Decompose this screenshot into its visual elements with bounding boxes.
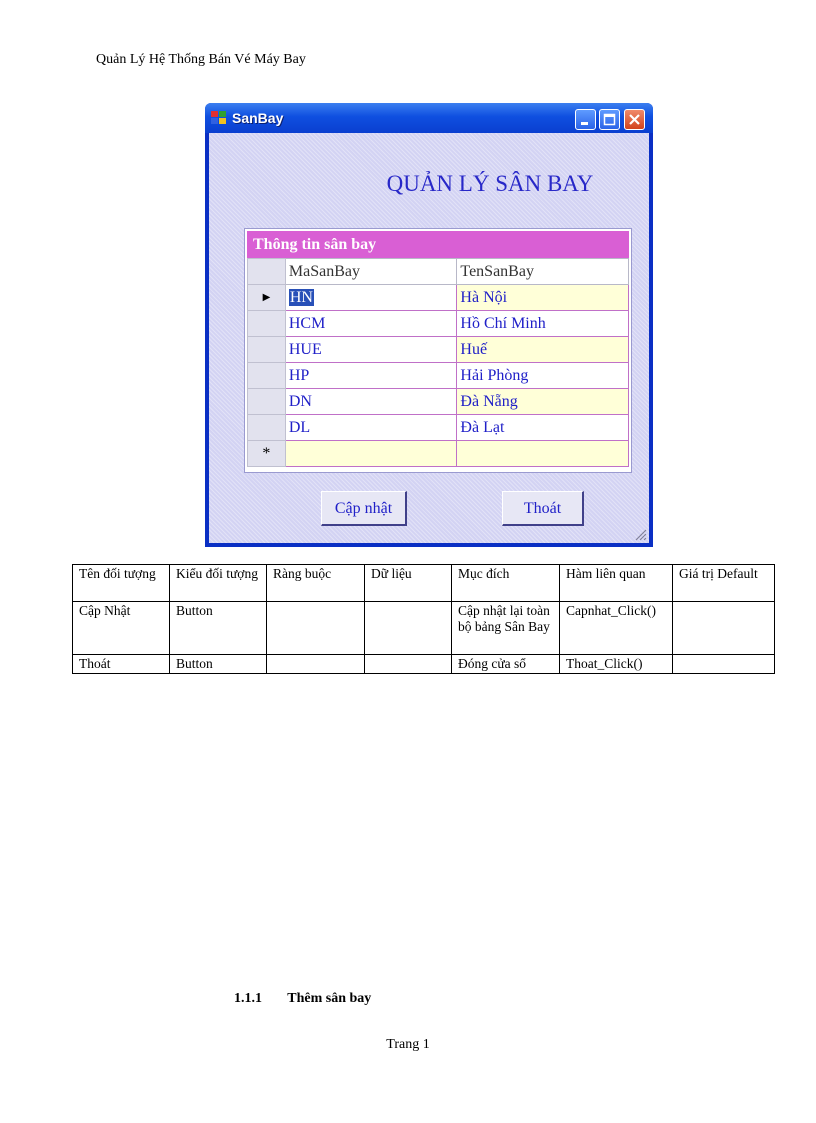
spec-cell: Capnhat_Click() — [560, 602, 673, 655]
maximize-icon[interactable] — [599, 109, 620, 130]
cell-tensanbay[interactable]: Hồ Chí Minh — [457, 311, 629, 337]
section-heading — [234, 991, 371, 1007]
spec-cell — [365, 655, 452, 674]
spec-header-cell: Ràng buộc — [267, 565, 365, 602]
sanbay-window — [205, 103, 653, 547]
spec-header-cell: Mục đích — [452, 565, 560, 602]
spec-cell: Thoat_Click() — [560, 655, 673, 674]
form-client-area — [209, 133, 649, 543]
close-icon[interactable] — [624, 109, 645, 130]
row-header[interactable] — [248, 311, 286, 337]
spec-header-cell: Kiểu đối tượng — [170, 565, 267, 602]
spec-header-row — [73, 565, 775, 602]
row-header[interactable] — [248, 389, 286, 415]
table-row[interactable] — [248, 363, 629, 389]
selected-cell-text[interactable]: HN — [289, 288, 313, 306]
grid-header-row — [248, 259, 629, 285]
table-row[interactable] — [248, 285, 629, 311]
spec-cell — [267, 602, 365, 655]
cell-masanbay[interactable]: HP — [285, 363, 457, 389]
row-header-corner — [248, 259, 286, 285]
spec-header-cell: Giá trị Default — [673, 565, 775, 602]
spec-header-cell: Tên đối tượng — [73, 565, 170, 602]
row-header[interactable] — [248, 337, 286, 363]
spec-cell: Button — [170, 655, 267, 674]
update-button[interactable]: Cập nhật — [321, 491, 407, 526]
section-number: 1.1.1 — [234, 991, 262, 1006]
cell-tensanbay[interactable]: Hà Nội — [457, 285, 629, 311]
spec-row — [73, 602, 775, 655]
table-row[interactable] — [248, 389, 629, 415]
spec-cell: Thoát — [73, 655, 170, 674]
spec-cell — [673, 602, 775, 655]
cell-masanbay[interactable]: HUE — [285, 337, 457, 363]
cell-tensanbay[interactable]: Hải Phòng — [457, 363, 629, 389]
spec-cell — [365, 602, 452, 655]
spec-header-cell: Hàm liên quan — [560, 565, 673, 602]
spec-cell: Đóng cửa sổ — [452, 655, 560, 674]
cell-masanbay[interactable]: DN — [285, 389, 457, 415]
document-header: Quản Lý Hệ Thống Bán Vé Máy Bay — [96, 52, 306, 67]
row-header[interactable] — [248, 363, 286, 389]
grid-table — [247, 258, 629, 467]
exit-button[interactable]: Thoát — [502, 491, 584, 526]
window-title: SanBay — [232, 110, 284, 126]
cell-tensanbay[interactable]: Đà Lạt — [457, 415, 629, 441]
current-row-indicator[interactable]: ▶ — [248, 285, 286, 311]
spec-cell — [267, 655, 365, 674]
airport-datagrid[interactable] — [245, 229, 631, 472]
new-cell-masanbay[interactable] — [285, 441, 457, 467]
column-header-tensanbay[interactable]: TenSanBay — [457, 259, 629, 285]
table-row[interactable] — [248, 311, 629, 337]
spec-row — [73, 655, 775, 674]
cell-tensanbay[interactable]: Đà Nẵng — [457, 389, 629, 415]
spec-cell — [673, 655, 775, 674]
table-row[interactable] — [248, 337, 629, 363]
section-title: Thêm sân bay — [287, 991, 372, 1006]
spec-cell: Cập nhật lại toàn bộ bảng Sân Bay — [452, 602, 560, 655]
cell-masanbay[interactable] — [285, 285, 457, 311]
new-row[interactable] — [248, 441, 629, 467]
new-cell-tensanbay[interactable] — [457, 441, 629, 467]
page-number: Trang 1 — [386, 1037, 430, 1052]
spec-header-cell: Dữ liệu — [365, 565, 452, 602]
spec-cell: Cập Nhật — [73, 602, 170, 655]
object-spec-table — [72, 564, 775, 674]
column-header-masanbay[interactable]: MaSanBay — [285, 259, 457, 285]
form-title: QUẢN LÝ SÂN BAY — [386, 171, 594, 196]
title-bar[interactable] — [205, 103, 653, 133]
row-header[interactable] — [248, 415, 286, 441]
spec-cell: Button — [170, 602, 267, 655]
cell-masanbay[interactable]: HCM — [285, 311, 457, 337]
grid-caption: Thông tin sân bay — [247, 231, 629, 258]
app-icon — [211, 111, 227, 125]
new-row-indicator[interactable]: * — [248, 441, 286, 467]
cell-tensanbay[interactable]: Huế — [457, 337, 629, 363]
table-row[interactable] — [248, 415, 629, 441]
resize-grip-icon[interactable] — [633, 527, 647, 541]
cell-masanbay[interactable]: DL — [285, 415, 457, 441]
minimize-icon[interactable] — [575, 109, 596, 130]
